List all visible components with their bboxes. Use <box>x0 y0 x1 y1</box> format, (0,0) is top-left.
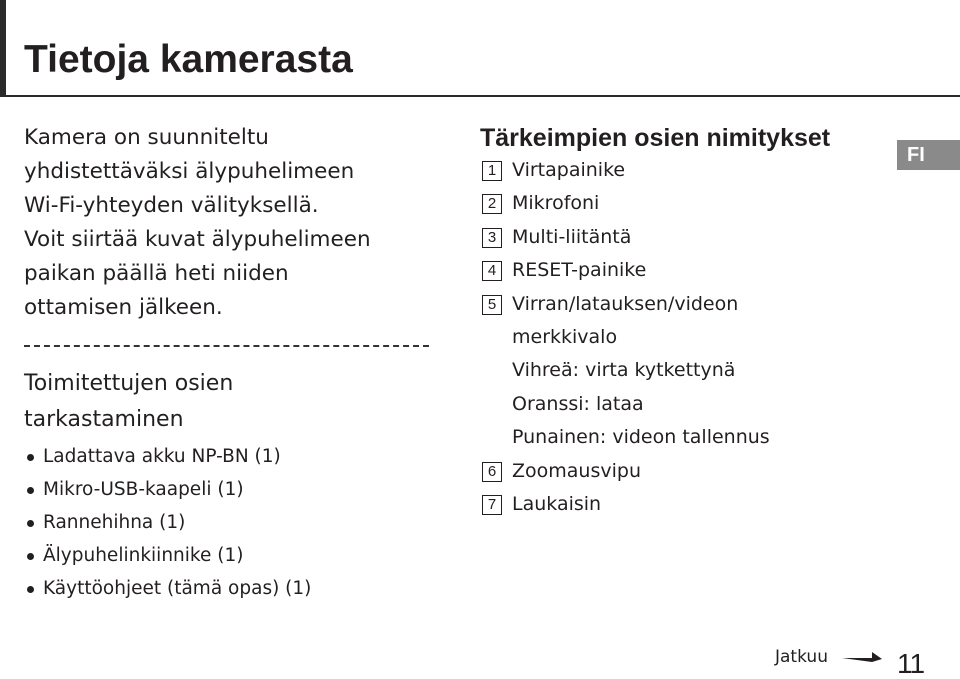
indicator-green-note: Vihreä: virta kytkettynä <box>512 359 736 382</box>
parts-heading: Tärkeimpien osien nimitykset <box>480 124 831 152</box>
part-number-box: 1 <box>482 161 502 181</box>
title-accent-bar <box>0 0 6 97</box>
title-rule <box>0 95 960 97</box>
intro-line: ottamisen jälkeen. <box>24 295 223 320</box>
intro-line: Wi-Fi-yhteyden välityksellä. <box>24 193 319 218</box>
part-number-box: 4 <box>482 261 502 281</box>
part-number-box: 3 <box>482 228 502 248</box>
parts-list <box>480 154 770 521</box>
part-label-continued: merkkivalo <box>512 326 618 349</box>
contents-heading-line: Toimitettujen osien <box>24 371 234 396</box>
part-item <box>480 187 770 220</box>
part-label: Zoomausvipu <box>512 459 641 482</box>
indicator-red-note: Punainen: videon tallennus <box>512 426 770 449</box>
part-label: Virran/latauksen/videon <box>512 292 739 315</box>
part-item <box>480 221 770 254</box>
part-number-box: 6 <box>482 462 502 482</box>
page-number: 11 <box>897 648 925 679</box>
list-item: Käyttöohjeet (tämä opas) (1) <box>24 572 311 605</box>
part-item <box>480 488 770 521</box>
part-item <box>480 154 770 187</box>
intro-line: paikan päällä heti niiden <box>24 261 289 286</box>
list-item: Mikro-USB-kaapeli (1) <box>24 473 311 506</box>
part-item <box>480 455 770 488</box>
continue-label: Jatkuu <box>775 647 828 667</box>
intro-paragraph <box>24 121 444 325</box>
part-label: Virtapainike <box>512 159 626 181</box>
indicator-orange-note: Oranssi: lataa <box>512 392 644 415</box>
part-label: RESET-painike <box>512 259 647 282</box>
language-tab: FI <box>897 140 960 170</box>
arrow-right-icon <box>842 648 882 664</box>
list-item: Rannehihna (1) <box>24 506 311 539</box>
intro-line: Voit siirtää kuvat älypuhelimeen <box>24 227 371 252</box>
part-number-box: 5 <box>482 295 502 315</box>
page-title: Tietoja kamerasta <box>24 38 353 81</box>
part-number-box: 7 <box>482 495 502 515</box>
part-item <box>480 254 770 287</box>
part-label: Laukaisin <box>512 493 602 516</box>
intro-line: yhdistettäväksi älypuhelimeen <box>24 159 355 184</box>
intro-line: Kamera on suunniteltu <box>24 125 269 150</box>
section-divider <box>24 345 429 347</box>
part-label: Multi-liitäntä <box>512 225 632 248</box>
part-number-box: 2 <box>482 194 502 214</box>
contents-heading-line: tarkastaminen <box>24 407 184 432</box>
part-item <box>480 288 770 455</box>
list-item: Ladattava akku NP-BN (1) <box>24 440 311 473</box>
contents-list <box>24 440 311 605</box>
list-item: Älypuhelinkiinnike (1) <box>24 539 311 572</box>
part-label: Mikrofoni <box>512 192 600 215</box>
contents-heading <box>24 366 233 438</box>
